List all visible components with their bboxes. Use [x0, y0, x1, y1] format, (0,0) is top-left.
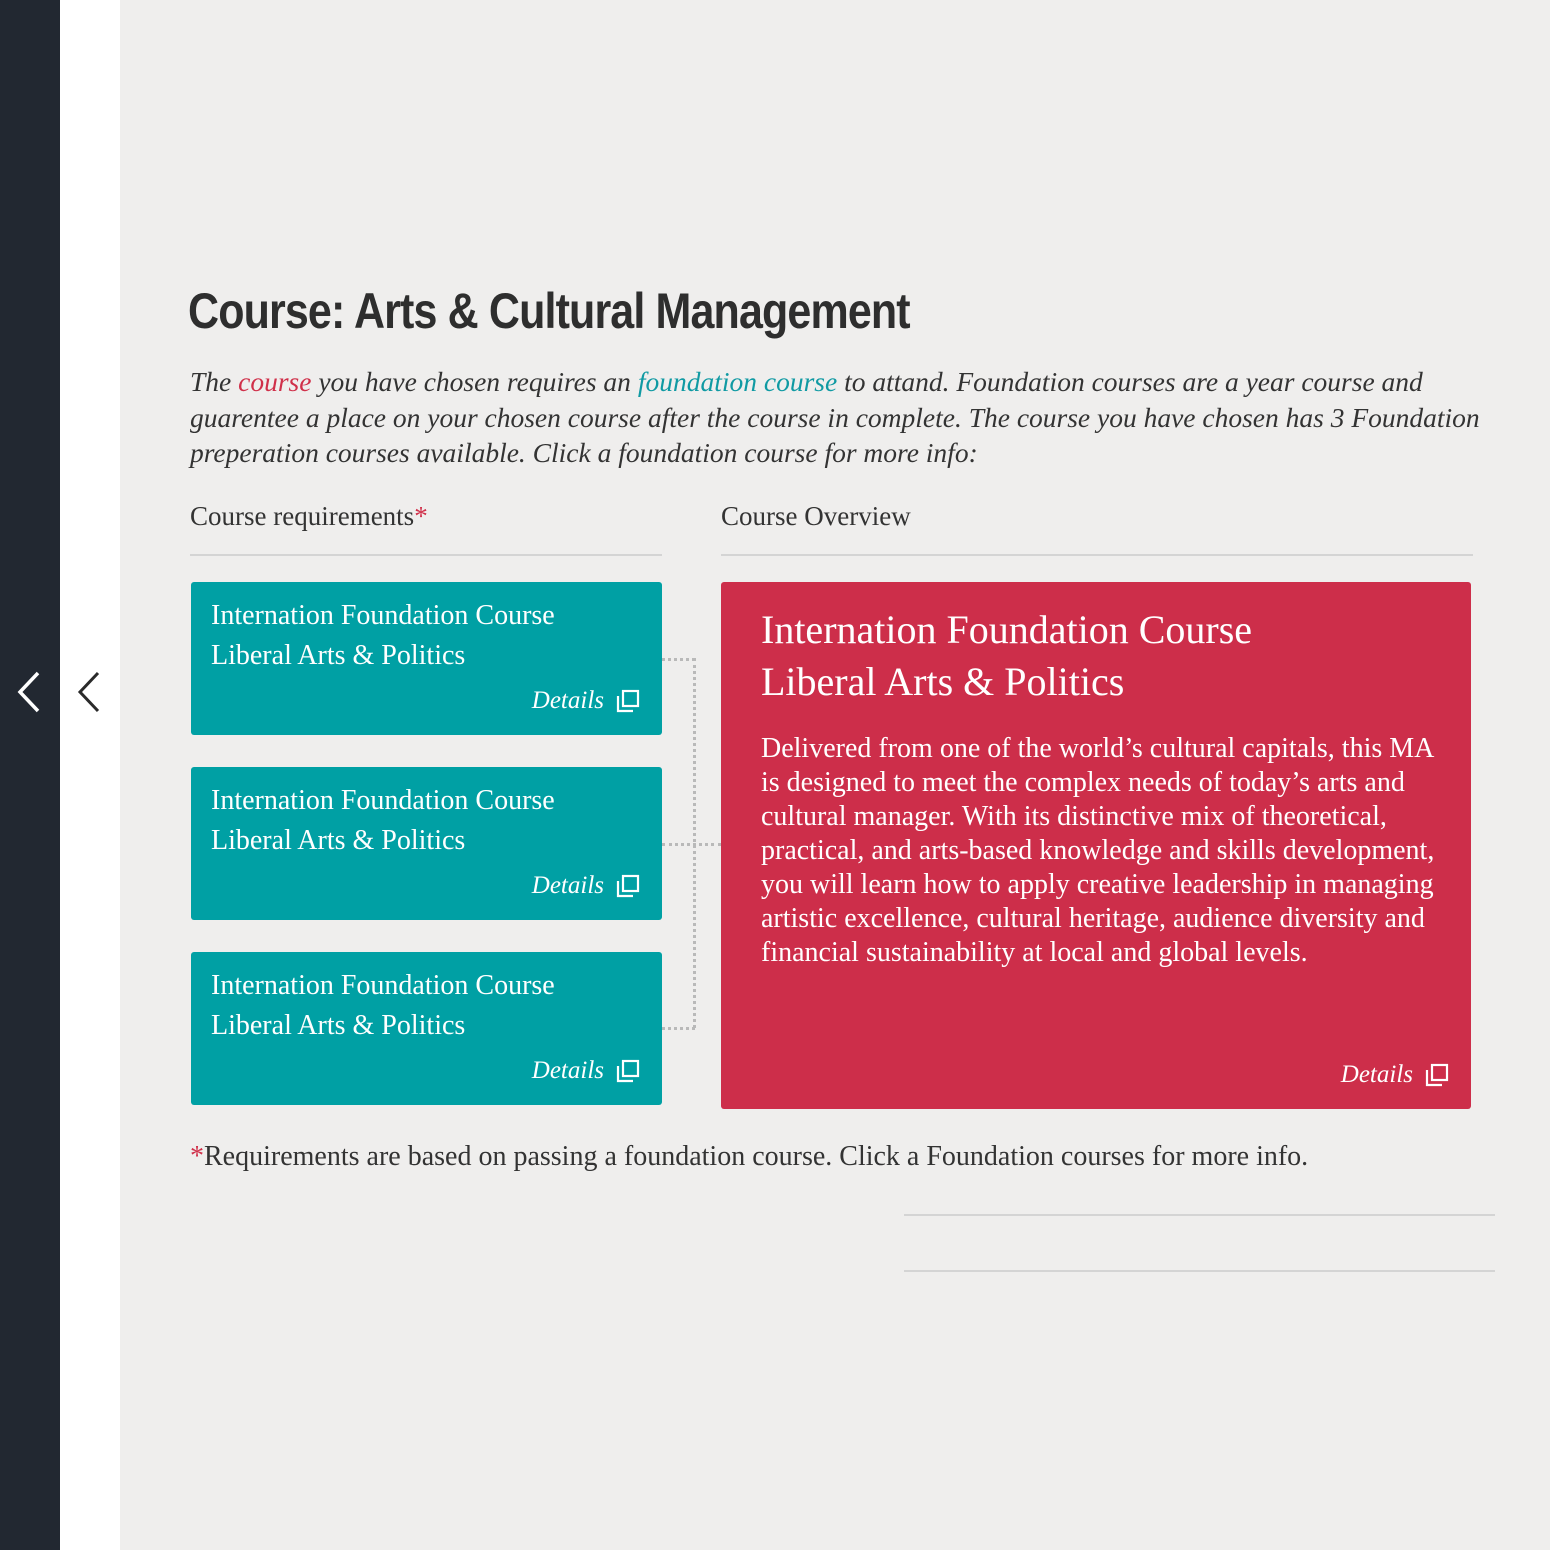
back-arrow-outer[interactable] — [16, 670, 42, 714]
card-title-line2: Liberal Arts & Politics — [211, 640, 466, 671]
details-label: Details — [531, 687, 604, 714]
overview-divider — [721, 554, 1473, 556]
connector-middle — [662, 843, 721, 846]
left-dark-rail — [0, 0, 60, 1550]
overview-title-line2: Liberal Arts & Politics — [761, 659, 1125, 704]
external-window-icon — [616, 874, 640, 898]
details-label: Details — [531, 1057, 604, 1084]
requirements-divider — [190, 554, 662, 556]
chevron-left-icon — [76, 670, 102, 714]
foundation-course-card-3[interactable] — [191, 952, 662, 1105]
course-link[interactable]: course — [238, 366, 312, 397]
footer-divider-1 — [904, 1214, 1495, 1216]
external-window-icon — [616, 689, 640, 713]
details-label: Details — [1340, 1061, 1413, 1088]
card-title-line1: Internation Foundation Course — [211, 970, 555, 1001]
intro-text-1: The — [190, 366, 239, 397]
back-arrow-inner[interactable] — [76, 670, 102, 714]
required-asterisk: * — [414, 501, 428, 531]
intro-paragraph — [190, 364, 1480, 471]
card-title-line2: Liberal Arts & Politics — [211, 825, 466, 856]
intro-text-3: to attand. Foundation courses are a year course and guarentee a place on your chosen course after the course in complete. The course you have chosen has 3 Foundation preperation courses available. Click a foundation course for more info: — [190, 366, 1480, 468]
requirements-footnote — [190, 1138, 1308, 1176]
foundation-course-link[interactable]: foundation course — [637, 366, 838, 397]
overview-description: Delivered from one of the world’s cultural capitals, this MA is designed to meet the complex needs of today’s arts and cultural manager. With its distinctive mix of theoretical, practical, and arts-based knowledge and skills development, you will learn how to apply creative leadership in managing artistic excellence, cultural heritage, audience diversity and financial sustainability at local and global levels. — [761, 733, 1435, 968]
details-link[interactable] — [532, 1057, 640, 1085]
details-label: Details — [531, 872, 604, 899]
card-title — [211, 596, 651, 676]
page-title: Course: Arts & Cultural Management — [188, 283, 910, 339]
intro-text-2: you have chosen requires an — [311, 366, 638, 397]
overview-title — [761, 604, 1441, 708]
chevron-left-icon — [16, 670, 42, 714]
connector-bottom — [662, 1027, 695, 1030]
external-window-icon — [616, 1059, 640, 1083]
external-window-icon — [1425, 1063, 1449, 1087]
card-title-line1: Internation Foundation Course — [211, 785, 555, 816]
footer-divider-2 — [904, 1270, 1495, 1272]
card-title-line2: Liberal Arts & Politics — [211, 1010, 466, 1041]
connector-top — [662, 658, 695, 661]
footnote-text: Requirements are based on passing a foundation course. Click a Foundation courses for more info. — [204, 1141, 1309, 1172]
foundation-course-card-2[interactable] — [191, 767, 662, 920]
footnote-asterisk: * — [190, 1141, 204, 1172]
foundation-course-card-1[interactable] — [191, 582, 662, 735]
card-title — [211, 781, 651, 861]
course-overview-card — [721, 582, 1471, 1109]
left-white-rail — [60, 0, 120, 1550]
details-link[interactable] — [532, 872, 640, 900]
card-title — [211, 966, 651, 1046]
overview-title-line1: Internation Foundation Course — [761, 607, 1253, 652]
overview-details-link[interactable] — [1341, 1061, 1449, 1089]
card-title-line1: Internation Foundation Course — [211, 600, 555, 631]
course-requirements-heading — [190, 498, 428, 534]
details-link[interactable] — [532, 687, 640, 715]
course-overview-heading: Course Overview — [721, 501, 911, 531]
course-requirements-label: Course requirements — [190, 501, 415, 531]
